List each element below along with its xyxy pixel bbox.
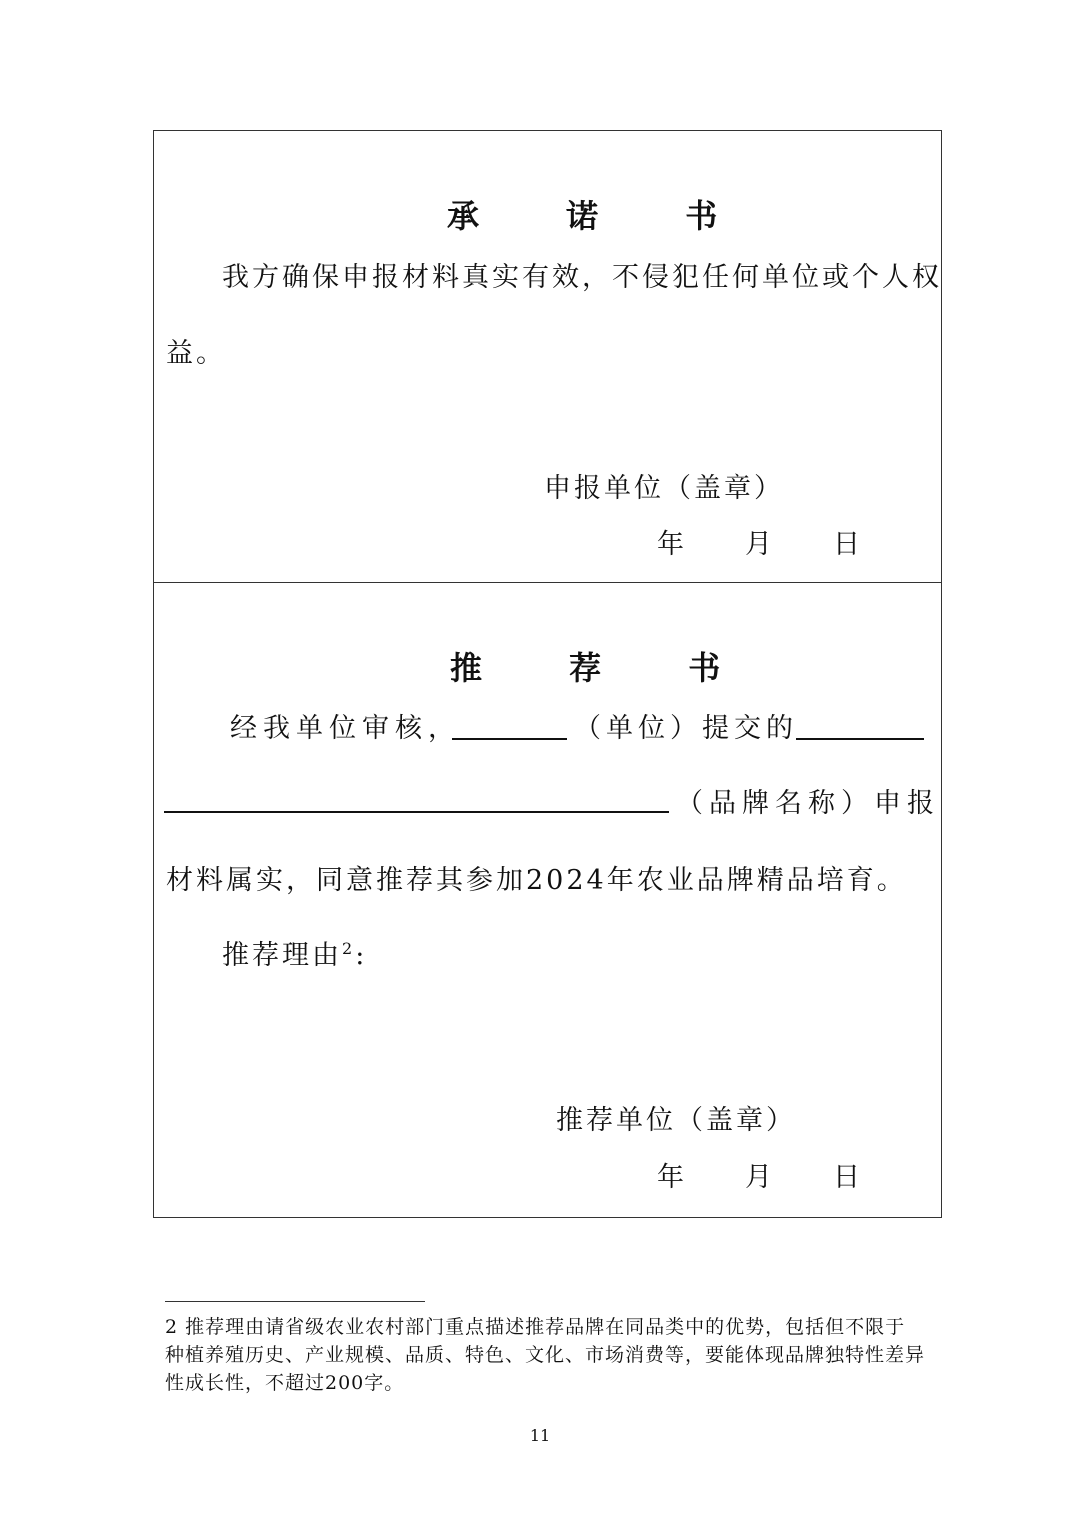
recommendation-signature: 推荐单位（盖章） <box>556 1105 796 1136</box>
reason-colon: : <box>355 940 368 971</box>
page-number: 11 <box>529 1426 551 1445</box>
recommendation-line1-prefix: 经我单位审核， <box>230 713 461 744</box>
commitment-signature: 申报单位（盖章） <box>544 473 784 504</box>
unit-blank <box>452 738 567 740</box>
recommendation-line1-unit: （单位）提交的 <box>574 713 798 744</box>
footnote-ref: 2 <box>342 939 356 958</box>
footnote-separator <box>165 1301 425 1302</box>
commitment-date-day: 日 <box>833 529 863 560</box>
recommendation-line3: 材料属实，同意推荐其参加2024年农业品牌精品培育。 <box>166 865 907 896</box>
recommendation-date-year: 年 <box>657 1162 687 1193</box>
brand-name-blank <box>164 811 669 813</box>
footnote-number: 2 <box>165 1316 179 1338</box>
footnote-text: 推荐理由请省级农业农村部门重点描述推荐品牌在同品类中的优势，包括但不限于种植养殖历史、产业规模、品质、特色、文化、市场消费等，要能体现品牌独特性差异性成长性，不超过200字。 <box>165 1316 926 1394</box>
reason-label: 推荐理由 <box>222 940 342 971</box>
commitment-date-month: 月 <box>745 529 775 560</box>
recommendation-title: 推 荐 书 <box>450 649 759 687</box>
commitment-body-line2: 益。 <box>166 338 226 369</box>
form-table <box>153 130 942 1218</box>
commitment-body-line1: 我方确保申报材料真实有效，不侵犯任何单位或个人权 <box>222 262 942 293</box>
submitted-blank <box>796 738 924 740</box>
recommendation-date-month: 月 <box>745 1162 775 1193</box>
commitment-date-year: 年 <box>657 529 687 560</box>
section-divider <box>154 582 941 583</box>
recommendation-line2-brand: （品牌名称）申报 <box>676 788 940 819</box>
footnote <box>165 1313 925 1397</box>
recommendation-date-day: 日 <box>833 1162 863 1193</box>
recommendation-reason <box>222 933 367 972</box>
commitment-title: 承 诺 书 <box>447 197 756 235</box>
